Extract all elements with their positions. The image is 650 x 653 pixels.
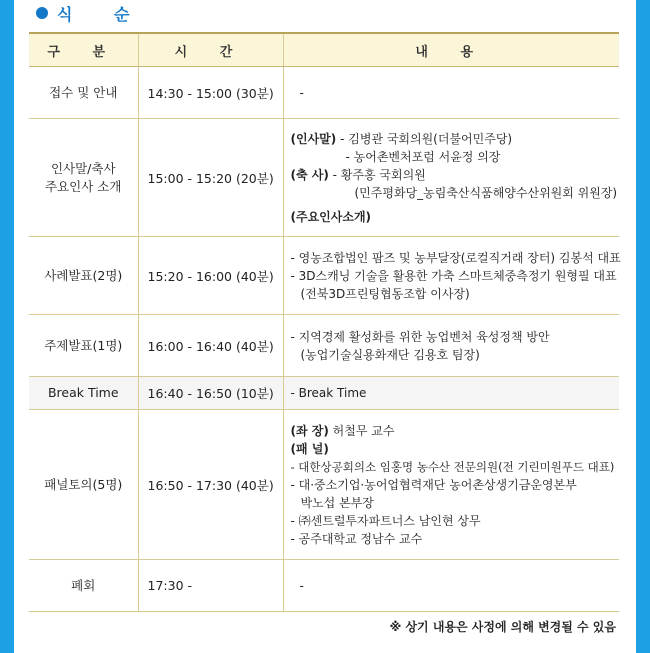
row-time: 15:20 - 16:00 (40분) [138, 237, 283, 315]
row-time: 16:40 - 16:50 (10분) [138, 377, 283, 410]
row-time: 16:00 - 16:40 (40분) [138, 315, 283, 377]
notice-text: ※ 상기 내용은 사정에 의해 변경될 수 있음 [389, 620, 616, 634]
row-category: Break Time [29, 377, 138, 410]
row-content: - [283, 560, 619, 612]
row-content: - 영농조합법인 팜즈 및 농부달장(로컬직거래 장터) 김봉석 대표 - 3D스캐닝 기술을 활용한 가축 스마트체중측정기 원형필 대표 (전북3D프린팅협동조합 이사장) [283, 237, 619, 315]
header-content: 내 용 [283, 33, 619, 67]
row-time: 15:00 - 15:20 (20분) [138, 119, 283, 237]
table-row [29, 410, 619, 560]
row-time: 16:50 - 17:30 (40분) [138, 410, 283, 560]
row-content: (인사말) - 김병관 국회의원(더불어민주당) - 농어촌벤처포럼 서윤정 의장 (축 사) - 황주홍 국회의원 (민주평화당_농림축산식품해양수산위원회 위원장) (주요인사소개) [283, 119, 619, 237]
row-time: 14:30 - 15:00 (30분) [138, 67, 283, 119]
table-row [29, 237, 619, 315]
table-row [29, 315, 619, 377]
row-category: 인사말/축사 주요인사 소개 [29, 119, 138, 237]
bullet-icon [36, 7, 48, 19]
section-title: 식 순 [57, 4, 148, 24]
row-category: 접수 및 안내 [29, 67, 138, 119]
table-row [29, 67, 619, 119]
row-category: 패널토의(5명) [29, 410, 138, 560]
table-row [29, 377, 619, 410]
row-content: (좌 장) 허철무 교수 (패 널) - 대한상공회의소 임홍명 농수산 전문의원(전 기린미원푸드 대표) - 대·중소기업·농어업협력재단 농어촌상생기금운영본부 박노섭 본부장 - ㈜센트럴투자파트너스 남인현 상무 - 공주대학교 정남수 교수 [283, 410, 619, 560]
section-heading [36, 2, 147, 24]
row-content: - [283, 67, 619, 119]
header-time: 시 간 [138, 33, 283, 67]
row-category: 주제발표(1명) [29, 315, 138, 377]
row-category: 사례발표(2명) [29, 237, 138, 315]
table-row [29, 560, 619, 612]
table-row [29, 119, 619, 237]
row-time: 17:30 - [138, 560, 283, 612]
row-content: - Break Time [283, 377, 619, 410]
table-header-row [29, 33, 619, 67]
schedule-table [29, 32, 619, 612]
header-category: 구 분 [29, 33, 138, 67]
row-category: 폐회 [29, 560, 138, 612]
row-content: - 지역경제 활성화를 위한 농업벤처 육성정책 방안 (농업기술실용화재단 김용호 팀장) [283, 315, 619, 377]
